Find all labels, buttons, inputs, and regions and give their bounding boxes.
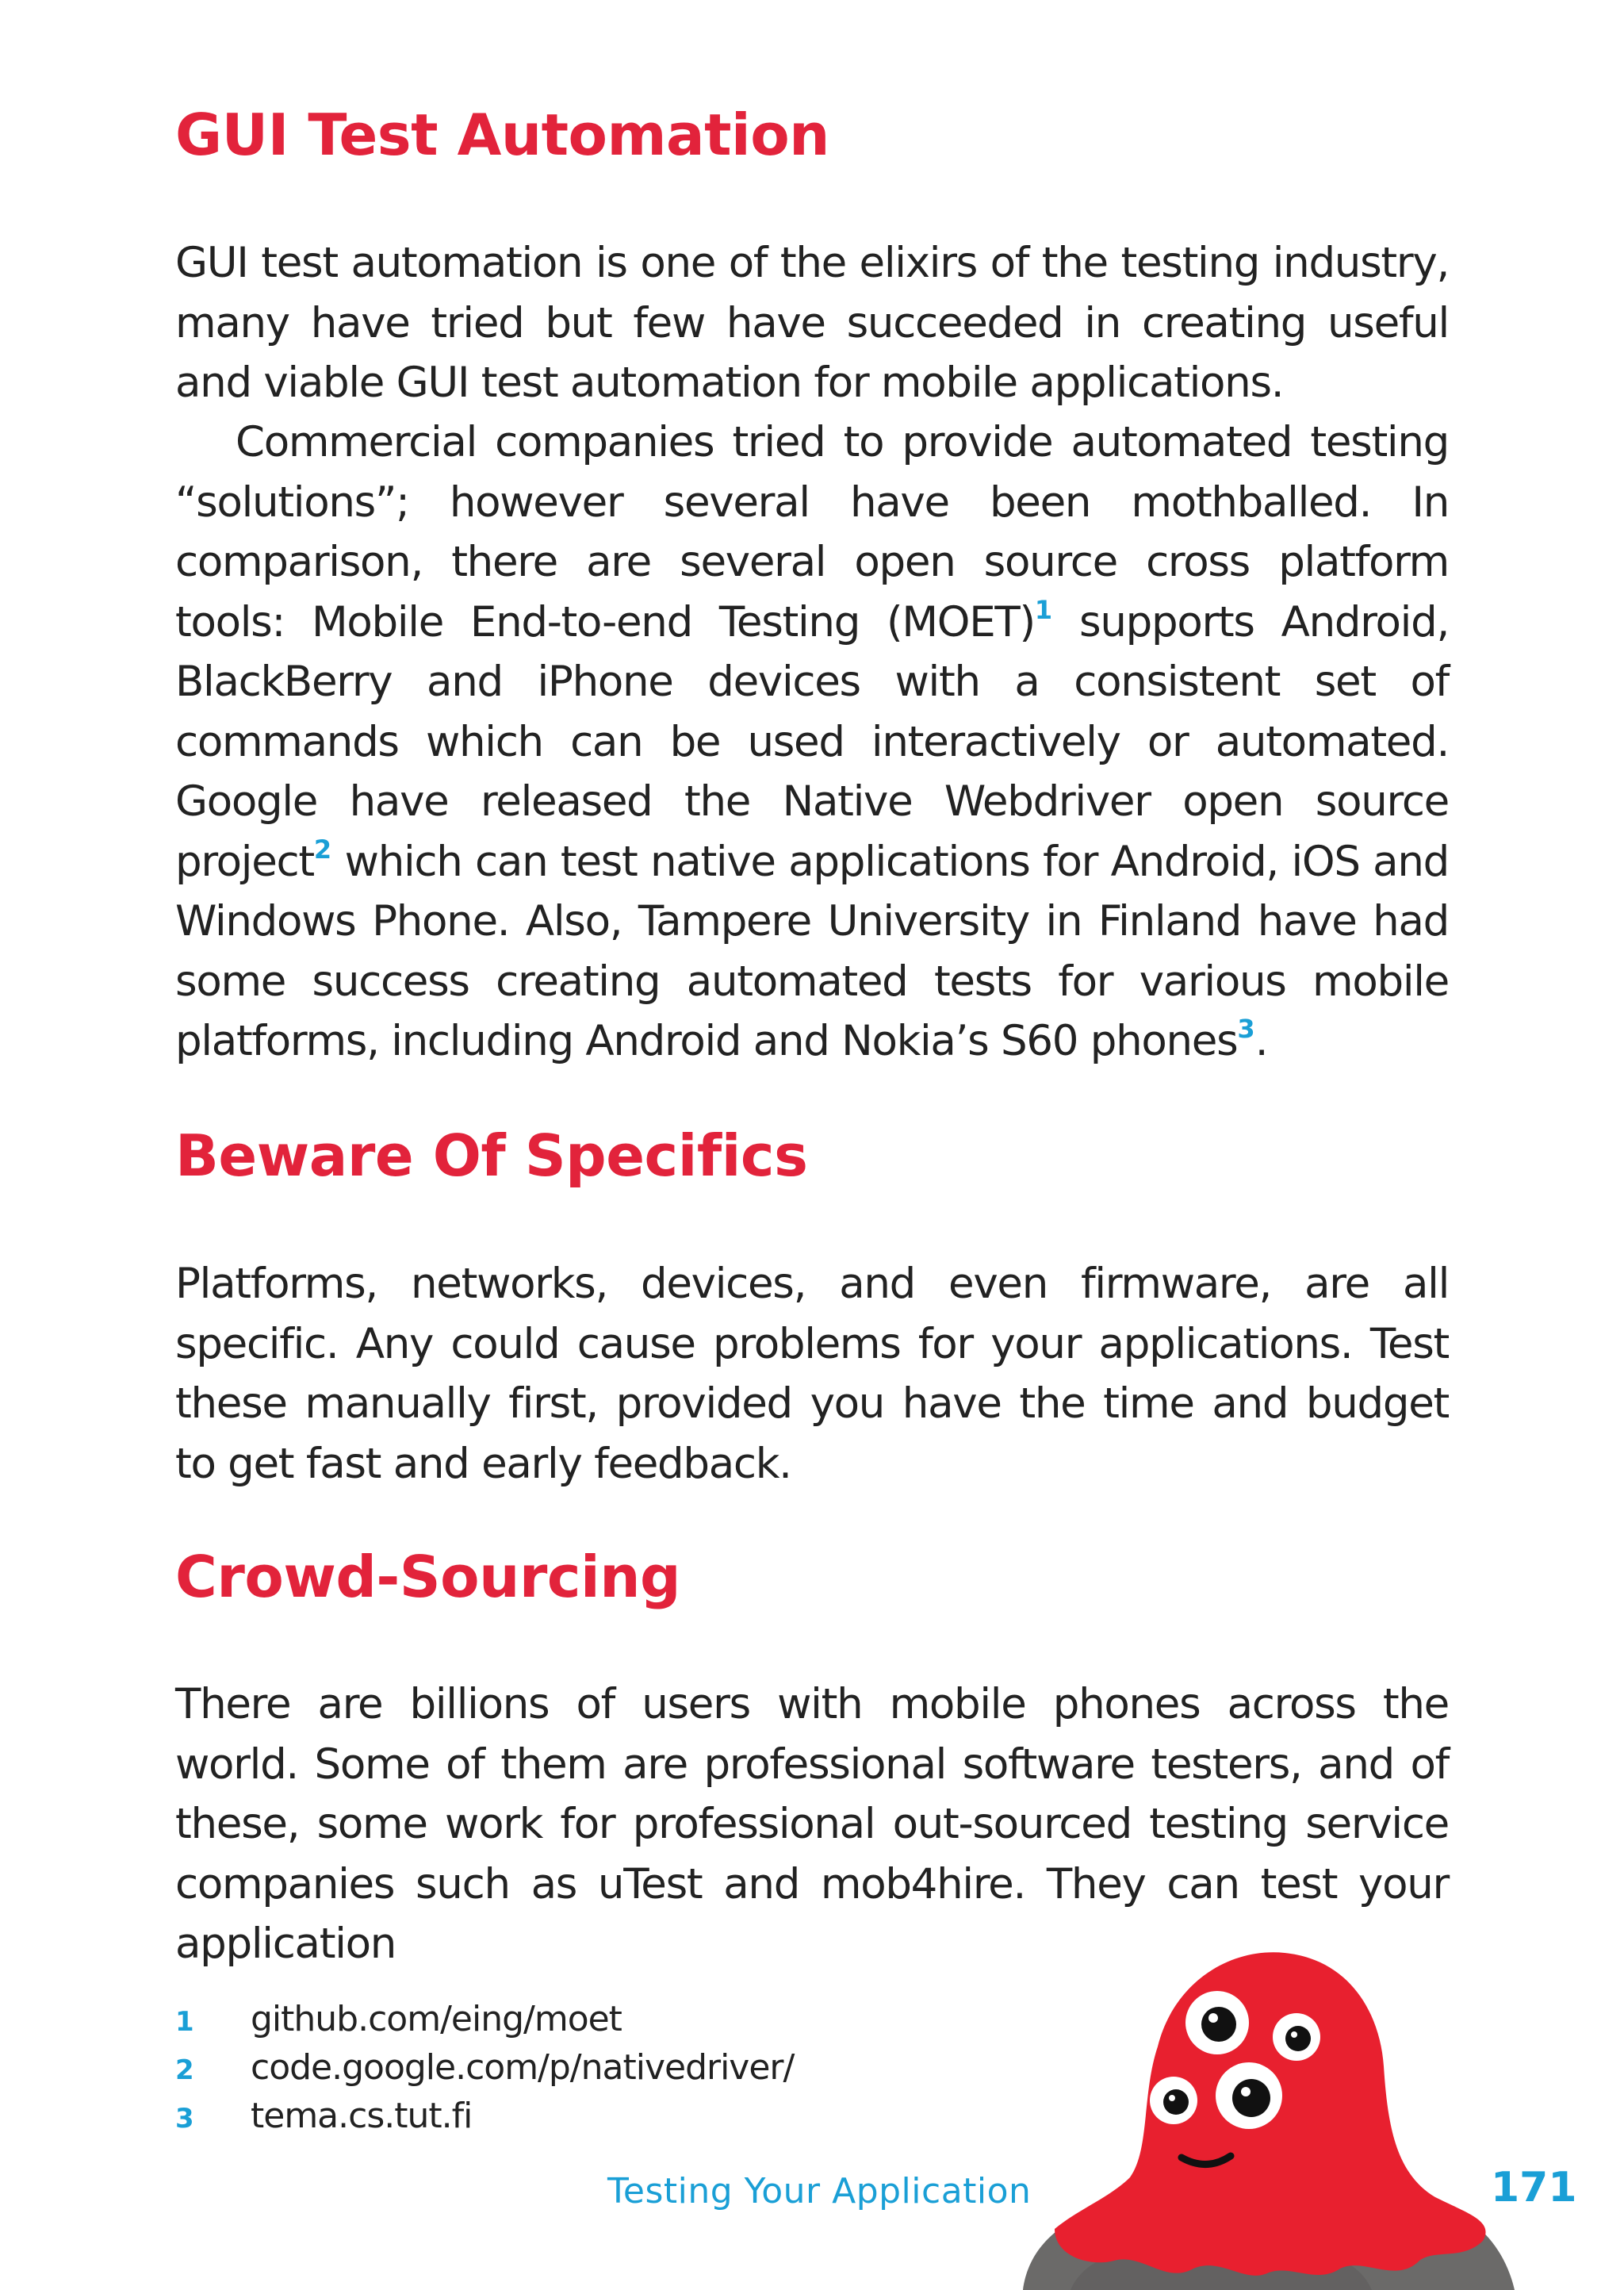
paragraph-text: supports Android, BlackBerry and iPhone devices with a consistent set of commands which can be used interactively or automated. Google have released the Native Webdriver open source project (175, 597, 1449, 886)
paragraph-text: GUI test automation is one of the elixirs of the testing industry, many have tried but few have succeeded in creating useful and viable GUI test automation for mobile applications. (175, 239, 1449, 407)
footnote-item (175, 2047, 794, 2096)
paragraph-crowd-sourcing (175, 1674, 1449, 1974)
page-number: 171 (1491, 2164, 1577, 2211)
footnote-number: 3 (175, 2103, 194, 2135)
paragraph-text: . (1254, 1017, 1268, 1065)
footnote-item (175, 1999, 794, 2047)
footnote-item (175, 2096, 794, 2144)
footnote-link[interactable]: github.com/eing/moet (251, 1999, 622, 2039)
footnote-number: 2 (175, 2054, 194, 2086)
paragraph-text: which can test native applications for Android, iOS and Windows Phone. Also, Tampere University in Finland have had some success creating automated tests for various mobile platforms, including Android and Nokia’s S60 phones (175, 837, 1449, 1065)
paragraph-text: Platforms, networks, devices, and even firmware, are all specific. Any could cause problems for your applications. Test these manually first, provided you have the time and budget to get fast and early feedback. (175, 1260, 1449, 1488)
footnote-link[interactable]: code.google.com/p/nativedriver/ (251, 2047, 795, 2088)
section-heading-beware-of-specifics: Beware Of Specifics (175, 1122, 808, 1189)
section-heading-crowd-sourcing: Crowd-Sourcing (175, 1544, 680, 1610)
footnote-ref-3[interactable]: 3 (1237, 1014, 1255, 1044)
paragraph-text: There are billions of users with mobile phones across the world. Some of them are professional software testers, and of these, some work for professional out-sourced testing service companies such as uTest and mob4hire. They can test your application (175, 1680, 1449, 1968)
paragraph-text: Commercial companies tried to provide automated testing “solutions”; however several have been mothballed. In comparison, there are several open source cross platform tools: Mobile End-to-end Testing (MOET) (175, 418, 1449, 646)
paragraph-gui-intro (175, 233, 1449, 413)
red-blob-monster-icon (1023, 1935, 1546, 2290)
section-heading-gui-test-automation: GUI Test Automation (175, 102, 829, 168)
footnote-ref-1[interactable]: 1 (1034, 594, 1053, 625)
paragraph-specifics (175, 1254, 1449, 1494)
running-title: Testing Your Application (607, 2171, 1032, 2211)
footnotes (175, 1999, 794, 2144)
paragraph-tools (175, 412, 1449, 1072)
footnote-link[interactable]: tema.cs.tut.fi (251, 2096, 473, 2136)
footnote-number: 1 (175, 2006, 194, 2038)
footnote-ref-2[interactable]: 2 (313, 834, 332, 865)
